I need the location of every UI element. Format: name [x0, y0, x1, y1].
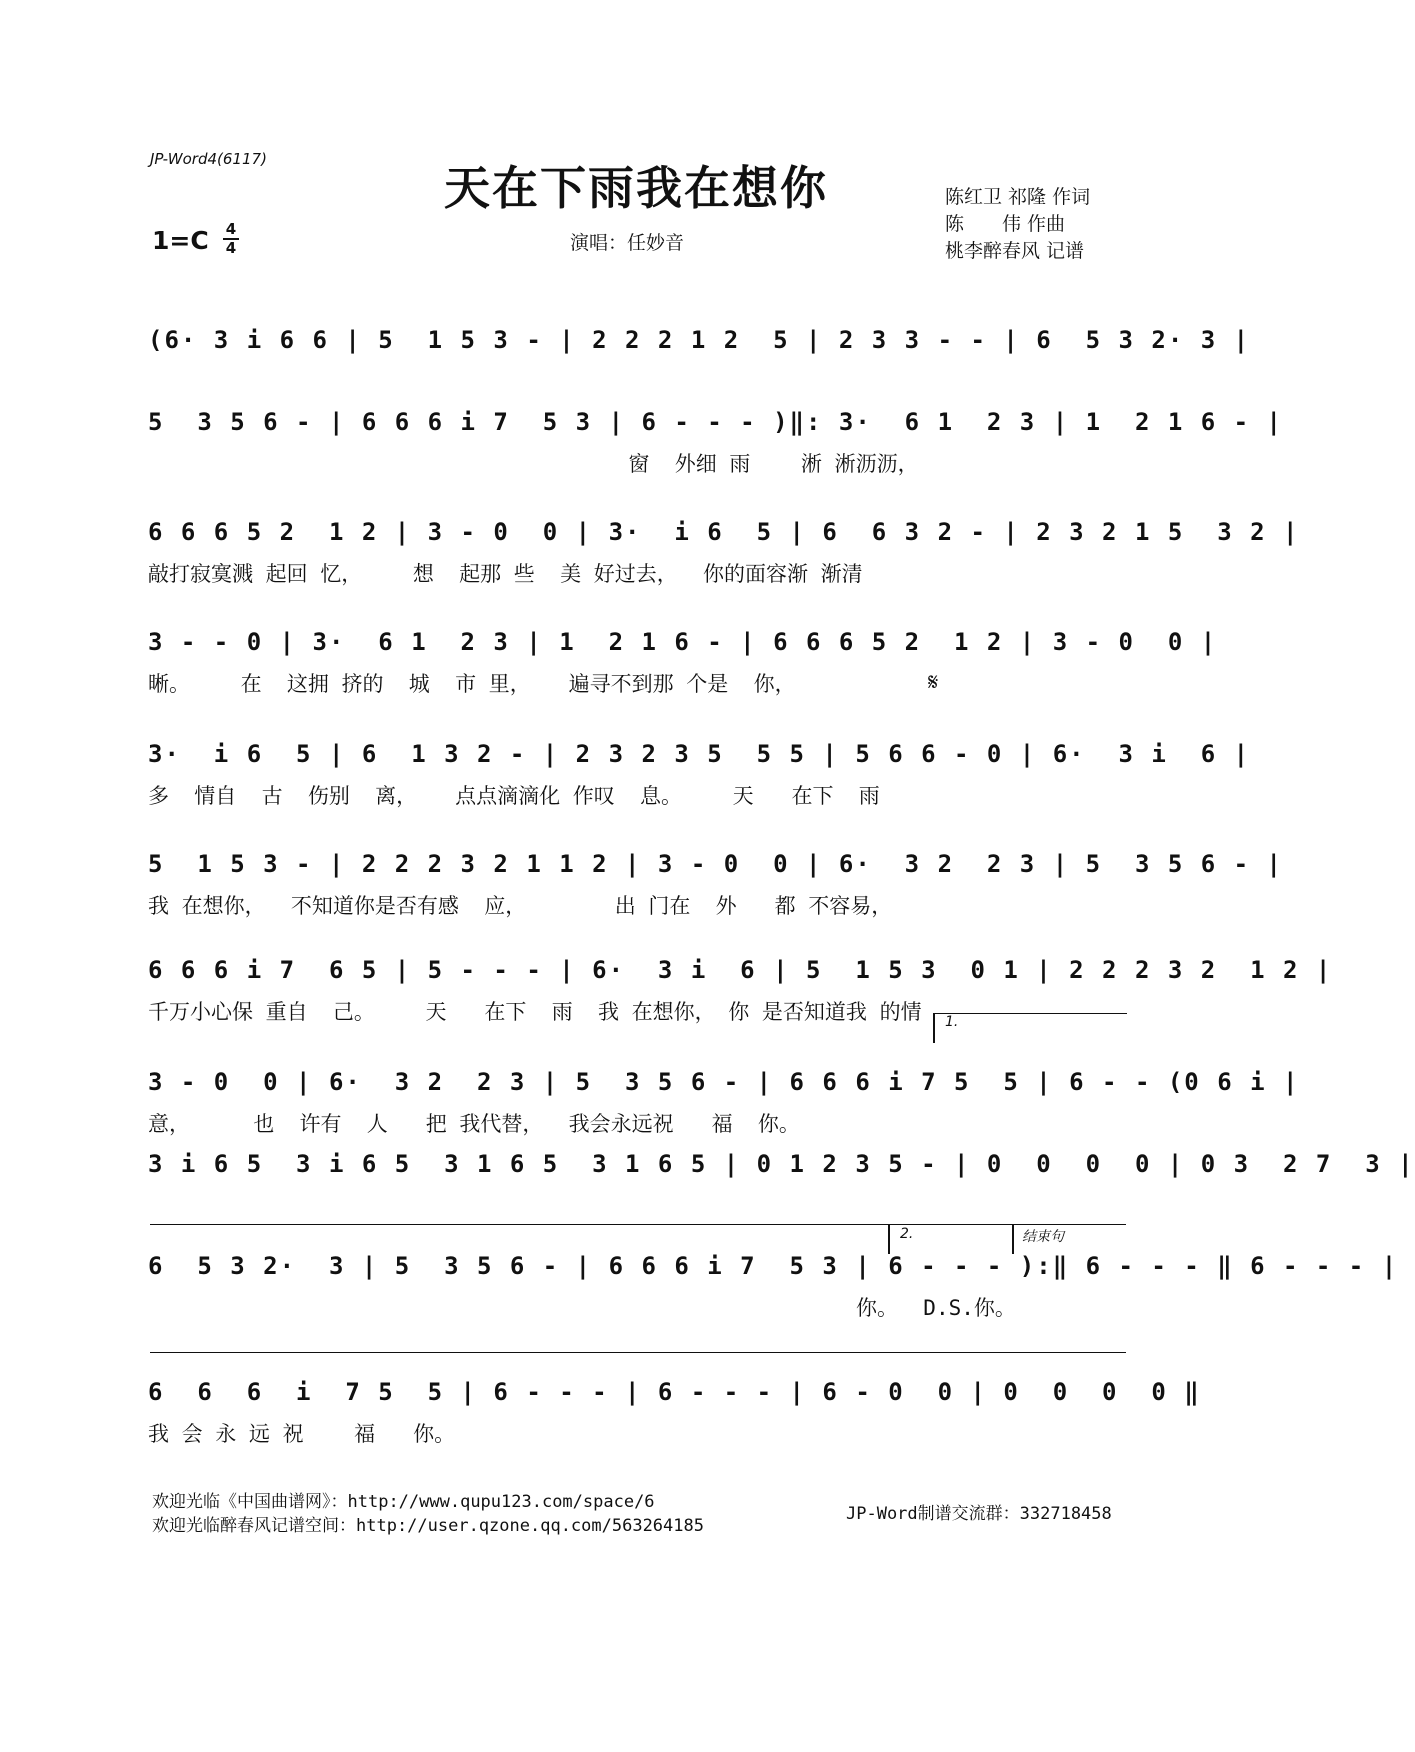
score-row [148, 326, 1251, 406]
score-row [148, 956, 1333, 1036]
lyrics: 我 会 永 远 祝 福 你。 [148, 1422, 456, 1446]
lyrics: 你。 D.S.你。 [148, 1296, 1016, 1320]
time-bottom: 4 [225, 239, 237, 257]
song-title: 天在下雨我在想你 [444, 161, 828, 215]
footer-link-2: 欢迎光临醉春风记谱空间：http://user.qzone.qq.com/563264185 [152, 1516, 704, 1536]
notes: 6 6 6 i 7 5 5 | 6 - - - | 6 - - - | 6 - 0 0 | 0 0 0 0 ‖ [148, 1378, 1201, 1406]
score-row [148, 408, 1283, 488]
footer-group: JP-Word制谱交流群：332718458 [846, 1504, 1112, 1524]
lyrics: 晰。 在 这拥 挤的 城 市 里， 遍寻不到那 个是 你， [148, 672, 796, 696]
lyrics: 我 在想你， 不知道你是否有感 应， 出 门在 外 都 不容易， [148, 894, 893, 918]
score-row [148, 740, 1251, 820]
notes: 3· i 6 5 | 6 1 3 2 - | 2 3 2 3 5 5 5 | 5 6 6 - 0 | 6· 3 i 6 | [148, 740, 1251, 768]
volta-1-tick [933, 1013, 935, 1043]
software-label: JP-Word4(6117) [150, 150, 267, 168]
volta-1-label: 1. [945, 1014, 959, 1030]
composer: 陈 伟 作曲 [945, 213, 1066, 235]
score-row [148, 1150, 1415, 1230]
credits [945, 184, 1090, 265]
volta-2-tick [888, 1224, 890, 1254]
lyrics: 多 情自 古 伤别 离， 点点滴滴化 作叹 息。 天 在下 雨 [148, 784, 880, 808]
notes: (6· 3 i 6 6 | 5 1 5 3 - | 2 2 2 1 2 5 | 2 3 3 - - | 6 5 3 2· 3 | [148, 326, 1251, 354]
notes: 3 - - 0 | 3· 6 1 2 3 | 1 2 1 6 - | 6 6 6 5 2 1 2 | 3 - 0 0 | [148, 628, 1218, 656]
lyrics: 窗 外细 雨 淅 淅沥沥， [148, 452, 919, 476]
score-row [148, 1252, 1399, 1332]
score-row [148, 1378, 1201, 1458]
transcriber: 桃李醉春风 记谱 [945, 240, 1085, 262]
notes: 3 - 0 0 | 6· 3 2 2 3 | 5 3 5 6 - | 6 6 6 i 7 5 5 | 6 - - (0 6 i | [148, 1068, 1300, 1096]
score-row [148, 1068, 1300, 1148]
lyrics: 千万小心保 重自 己。 天 在下 雨 我 在想你， 你 是否知道我 的情 [148, 1000, 922, 1024]
system-line [150, 1352, 1126, 1353]
time-signature [223, 222, 239, 256]
notes: 5 3 5 6 - | 6 6 6 i 7 5 3 | 6 - - - )‖: 3· 6 1 2 3 | 1 2 1 6 - | [148, 408, 1283, 436]
notes: 5 1 5 3 - | 2 2 2 3 2 1 1 2 | 3 - 0 0 | 6· 3 2 2 3 | 5 3 5 6 - | [148, 850, 1283, 878]
volta-2-label: 2. [900, 1226, 914, 1242]
system-line [150, 1224, 1126, 1225]
score-row [148, 518, 1300, 598]
footer-links [152, 1490, 704, 1538]
time-top: 4 [225, 220, 237, 238]
notes: 6 6 6 i 7 6 5 | 5 - - - | 6· 3 i 6 | 5 1 5 3 0 1 | 2 2 2 3 2 1 2 | [148, 956, 1333, 984]
singer: 演唱：任妙音 [570, 232, 685, 254]
footer-link-1: 欢迎光临《中国曲谱网》：http://www.qupu123.com/space/6 [152, 1492, 655, 1512]
score-row [148, 628, 1218, 708]
lyrics: 敲打寂寞溅 起回 忆， 想 起那 些 美 好过去， 你的面容渐 渐清 [148, 562, 863, 586]
score-row [148, 850, 1283, 930]
ending-label: 结束句 [1022, 1229, 1064, 1245]
lyrics: 意， 也 许有 人 把 我代替， 我会永远祝 福 你。 [148, 1112, 800, 1136]
notes: 3 i 6 5 3 i 6 5 3 1 6 5 3 1 6 5 | 0 1 2 3 5 - | 0 0 0 0 | 0 3 2 7 3 | [148, 1150, 1415, 1178]
key-signature: 1=C [152, 226, 209, 255]
lyricist: 陈红卫 祁隆 作词 [945, 186, 1091, 208]
volta-1-bracket [933, 1013, 1127, 1014]
notes: 6 5 3 2· 3 | 5 3 5 6 - | 6 6 6 i 7 5 3 | 6 - - - ):‖ 6 - - - ‖ 6 - - - | [148, 1252, 1399, 1280]
notes: 6 6 6 5 2 1 2 | 3 - 0 0 | 3· i 6 5 | 6 6 3 2 - | 2 3 2 1 5 3 2 | [148, 518, 1300, 546]
ending-tick [1012, 1224, 1014, 1254]
segno-sign: 𝄋 [928, 668, 939, 696]
